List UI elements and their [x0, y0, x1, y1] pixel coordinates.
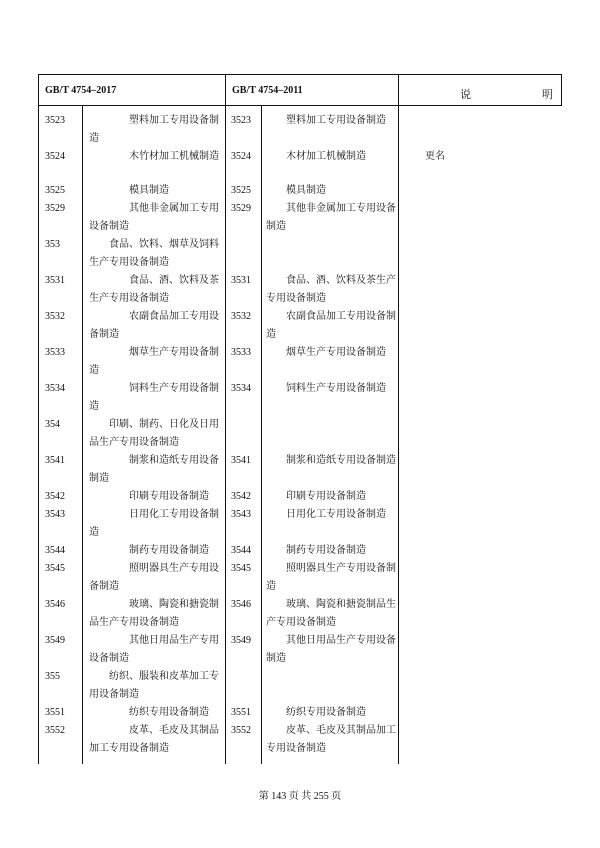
name-2017: 饲料生产专用设备制造 [89, 383, 219, 412]
code-2017: 3551 [45, 707, 65, 718]
name-2011: 食品、酒、饮料及茶生产专用设备制造 [266, 275, 396, 304]
code-2011: 3523 [231, 115, 251, 126]
name-2011: 印刷专用设备制造 [286, 491, 366, 502]
code-2017: 3549 [45, 635, 65, 646]
name-2011: 制浆和造纸专用设备制造 [286, 455, 396, 466]
name-2011: 塑料加工专用设备制造 [286, 115, 386, 126]
name-2011: 木材加工机械制造 [286, 151, 366, 162]
name-2017: 皮革、毛皮及其制品加工专用设备制造 [89, 725, 219, 754]
name-2017: 照明器具生产专用设备制造 [89, 563, 219, 592]
code-2011: 3525 [231, 185, 251, 196]
name-2017: 塑料加工专用设备制造 [89, 115, 219, 144]
code-divider-1 [82, 106, 83, 764]
header-gb2011: GB/T 4754–2011 [232, 85, 303, 96]
name-2017: 日用化工专用设备制造 [89, 509, 219, 538]
name-2011: 其他日用品生产专用设备制造 [266, 635, 396, 664]
code-2017: 3543 [45, 509, 65, 520]
code-2017: 3552 [45, 725, 65, 736]
name-2017: 纺织专用设备制造 [129, 707, 209, 718]
code-2017: 3524 [45, 151, 65, 162]
column-divider-1 [225, 74, 226, 764]
code-2017: 3525 [45, 185, 65, 196]
name-2011: 制药专用设备制造 [286, 545, 366, 556]
code-2011: 3552 [231, 725, 251, 736]
column-divider-2 [398, 74, 399, 764]
name-2017: 纺织、服装和皮革加工专用设备制造 [89, 671, 219, 700]
header-gb2017: GB/T 4754–2017 [45, 85, 117, 96]
name-2011: 玻璃、陶瓷和搪瓷制品生产专用设备制造 [266, 599, 396, 628]
code-2011: 3549 [231, 635, 251, 646]
name-2017: 农副食品加工专用设备制造 [89, 311, 219, 340]
name-2011: 日用化工专用设备制造 [286, 509, 386, 520]
code-2017: 3534 [45, 383, 65, 394]
name-2017: 制药专用设备制造 [129, 545, 209, 556]
table-header-divider [38, 105, 562, 106]
code-divider-2 [261, 106, 262, 764]
name-2011: 饲料生产专用设备制造 [286, 383, 386, 394]
code-2011: 3532 [231, 311, 251, 322]
table-left-border [38, 74, 39, 764]
name-2017: 制浆和造纸专用设备制造 [89, 455, 219, 484]
name-2017: 食品、酒、饮料及茶生产专用设备制造 [89, 275, 219, 304]
note: 更名 [425, 151, 445, 162]
code-2017: 3533 [45, 347, 65, 358]
code-2017: 3542 [45, 491, 65, 502]
code-2011: 3524 [231, 151, 251, 162]
name-2017: 印刷、制药、日化及日用品生产专用设备制造 [89, 419, 219, 448]
code-2017: 3529 [45, 203, 65, 214]
name-2011: 烟草生产专用设备制造 [286, 347, 386, 358]
page-number: 第 143 页 共 255 页 [258, 791, 342, 802]
name-2017: 木竹材加工机械制造 [129, 151, 219, 162]
name-2011: 皮革、毛皮及其制品加工专用设备制造 [266, 725, 396, 754]
name-2017: 玻璃、陶瓷和搪瓷制品生产专用设备制造 [89, 599, 219, 628]
name-2017: 其他日用品生产专用设备制造 [89, 635, 219, 664]
code-2011: 3542 [231, 491, 251, 502]
code-2011: 3545 [231, 563, 251, 574]
name-2017: 其他非金属加工专用设备制造 [89, 203, 219, 232]
code-2011: 3544 [231, 545, 251, 556]
name-2017: 烟草生产专用设备制造 [89, 347, 219, 376]
code-2017: 353 [45, 239, 60, 250]
code-2011: 3543 [231, 509, 251, 520]
name-2011: 农副食品加工专用设备制造 [266, 311, 396, 340]
code-2017: 3531 [45, 275, 65, 286]
code-2011: 3534 [231, 383, 251, 394]
name-2011: 模具制造 [286, 185, 326, 196]
code-2011: 3531 [231, 275, 251, 286]
code-2017: 3523 [45, 115, 65, 126]
code-2017: 355 [45, 671, 60, 682]
code-2011: 3546 [231, 599, 251, 610]
code-2011: 3551 [231, 707, 251, 718]
code-2017: 3544 [45, 545, 65, 556]
code-2017: 354 [45, 419, 60, 430]
name-2017: 食品、饮料、烟草及饲料生产专用设备制造 [89, 239, 219, 268]
code-2011: 3529 [231, 203, 251, 214]
code-2011: 3541 [231, 455, 251, 466]
code-2017: 3545 [45, 563, 65, 574]
name-2011: 纺织专用设备制造 [286, 707, 366, 718]
header-notes: 说 明 [460, 88, 583, 101]
code-2017: 3532 [45, 311, 65, 322]
name-2011: 其他非金属加工专用设备制造 [266, 203, 396, 232]
table-top-border [38, 74, 562, 75]
code-2011: 3533 [231, 347, 251, 358]
name-2017: 印刷专用设备制造 [129, 491, 209, 502]
name-2017: 模具制造 [129, 185, 169, 196]
name-2011: 照明器具生产专用设备制造 [266, 563, 396, 592]
code-2017: 3541 [45, 455, 65, 466]
code-2017: 3546 [45, 599, 65, 610]
